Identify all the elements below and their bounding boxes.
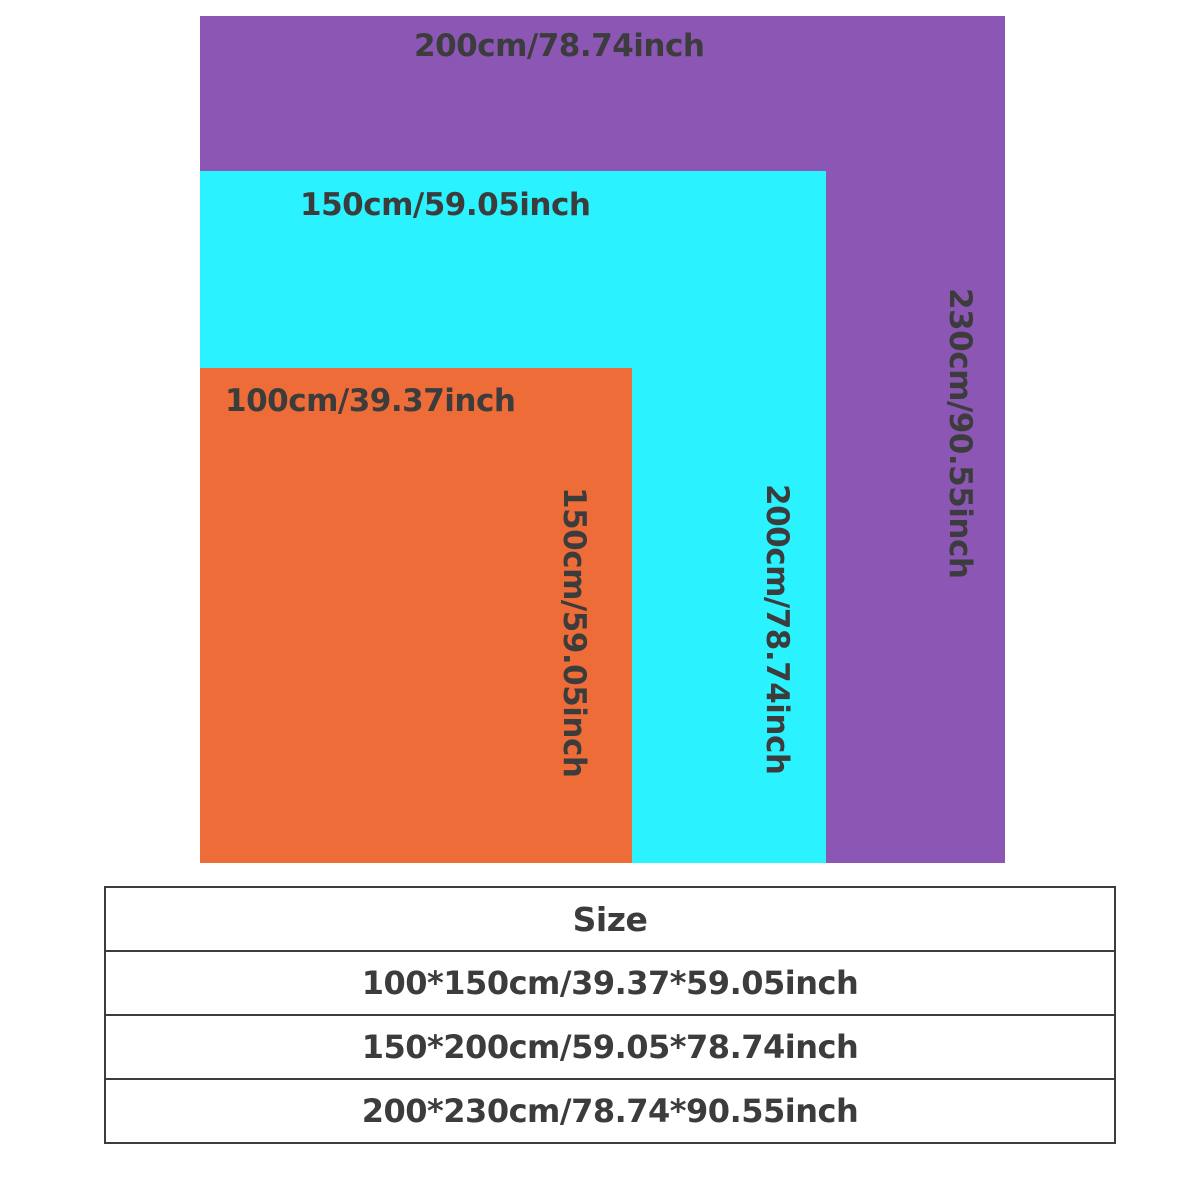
table-row — [105, 951, 1115, 1015]
label-large-width: 200cm/78.74inch — [414, 28, 705, 64]
table-header-row — [105, 887, 1115, 951]
label-small-width: 100cm/39.37inch — [225, 383, 516, 419]
table-row — [105, 1015, 1115, 1079]
size-table-header: Size — [105, 887, 1115, 951]
size-table — [104, 886, 1116, 1144]
size-option-medium[interactable]: 150*200cm/59.05*78.74inch — [105, 1015, 1115, 1079]
table-row — [105, 1079, 1115, 1143]
label-medium-width: 150cm/59.05inch — [300, 187, 591, 223]
size-option-large[interactable]: 200*230cm/78.74*90.55inch — [105, 1079, 1115, 1143]
size-option-small[interactable]: 100*150cm/39.37*59.05inch — [105, 951, 1115, 1015]
label-medium-height: 200cm/78.74inch — [759, 484, 795, 775]
label-large-height: 230cm/90.55inch — [942, 288, 978, 579]
label-small-height: 150cm/59.05inch — [556, 487, 592, 778]
